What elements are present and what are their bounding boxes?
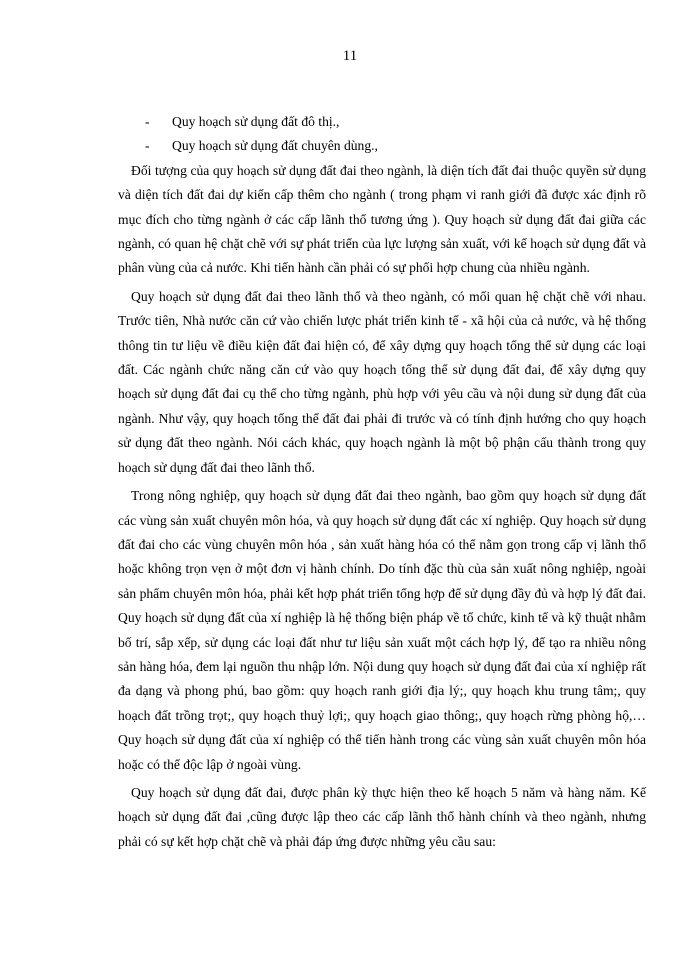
bullet-dash: - bbox=[145, 138, 150, 154]
bullet-item bbox=[145, 110, 646, 134]
bullet-text: Quy hoạch sử dụng đất chuyên dùng., bbox=[172, 138, 378, 154]
bullet-text: Quy hoạch sử dụng đất đô thị., bbox=[172, 114, 340, 129]
paragraph: Quy hoạch sử dụng đất đai theo lãnh thổ và theo ngành, có mối quan hệ chặt chẽ với nhau. Trước tiên, Nhà nước căn cứ vào chiến lược phát triển kinh tế - xã hội của cả nước, và hệ thống thông tin tư liệu về điều kiện đất đai hiện có, để xây dựng quy hoạch tổng thể sử dụng các loại đất. Các ngành chức năng căn cứ vào quy hoạch tổng thể sử dụng đất đai, để xây dựng quy hoạch sử dụng đất đai cụ thể cho từng ngành, phù hợp với yêu cầu và nội dung sử dụng đất của ngành. Như vậy, quy hoạch tổng thể đất đai phải đi trước và có tính định hướng cho quy hoạch sử dụng đất theo ngành. Nói cách khác, quy hoạch ngành là một bộ phận cấu thành trong quy hoạch sử dụng đất đai theo lãnh thổ. bbox=[118, 288, 646, 475]
bullet-dash: - bbox=[145, 114, 150, 129]
paragraph: Đối tượng của quy hoạch sử dụng đất đai theo ngành, là diện tích đất đai thuộc quyền sử dụng và diện tích đất đai dự kiến cấp thêm cho ngành ( trong phạm vi ranh giới đã được xác định rõ mục đích cho từng ngành ở các cấp lãnh thổ tương ứng ). Quy hoạch sử dụng đất đai giữa các ngành, có quan hệ chặt chẽ với sự phát triển của lực lượng sản xuất, với kế hoạch sử dụng đất và phân vùng của cả nước. Khi tiến hành cần phải có sự phối hợp chung của nhiều ngành. bbox=[118, 162, 646, 276]
document-body bbox=[118, 110, 646, 858]
paragraph: Quy hoạch sử dụng đất đai, được phân kỳ thực hiện theo kế hoạch 5 năm và hàng năm. Kế hoạch sử dụng đất đai ,cũng được lập theo các cấp lãnh thổ hành chính và theo ngành, nhưng phải có sự kết hợp chặt chẽ và phải đáp ứng được những yêu cầu sau: bbox=[118, 784, 646, 849]
page-number: 11 bbox=[342, 48, 358, 64]
bullet-item bbox=[145, 134, 646, 158]
paragraph: Trong nông nghiệp, quy hoạch sử dụng đất đai theo ngành, bao gồm quy hoạch sử dụng đất các vùng sản xuất chuyên môn hóa, và quy hoạch sử dụng đất các xí nghiệp. Quy hoạch sử dụng đất đai cho các vùng chuyên môn hóa , sản xuất hàng hóa có thể nằm gọn trong cấp vị lãnh thổ hoặc không trọn vẹn ở một đơn vị hành chính. Do tính đặc thù của sản xuất nông nghiệp, ngoài sản phẩm chuyên môn hóa, phải kết hợp phát triển tổng hợp để sử dụng đầy đủ và hợp lý đất đai. Quy hoạch sử dụng đất của xí nghiệp là hệ thống biện pháp về tổ chức, kinh tế và kỹ thuật nhằm bố trí, sắp xếp, sử dụng các loại đất như tư liệu sản xuất một cách hợp lý, để tạo ra nhiều nông sản hàng hóa, đem lại nguồn thu nhập lớn. Nội dung quy hoạch sử dụng đất đai của xí nghiệp rất đa dạng và phong phú, bao gồm: quy hoạch ranh giới địa lý;, quy hoạch khu trung tâm;, quy hoạch đất trồng trọt;, quy hoạch thuỷ lợi;, quy hoạch giao thông;, quy hoạch rừng phòng hộ,… Quy hoạch sử dụng đất của xí nghiệp có thể tiến hành trong các vùng sản xuất chuyên môn hóa hoặc có thể độc lập ở ngoài vùng. bbox=[118, 488, 646, 772]
